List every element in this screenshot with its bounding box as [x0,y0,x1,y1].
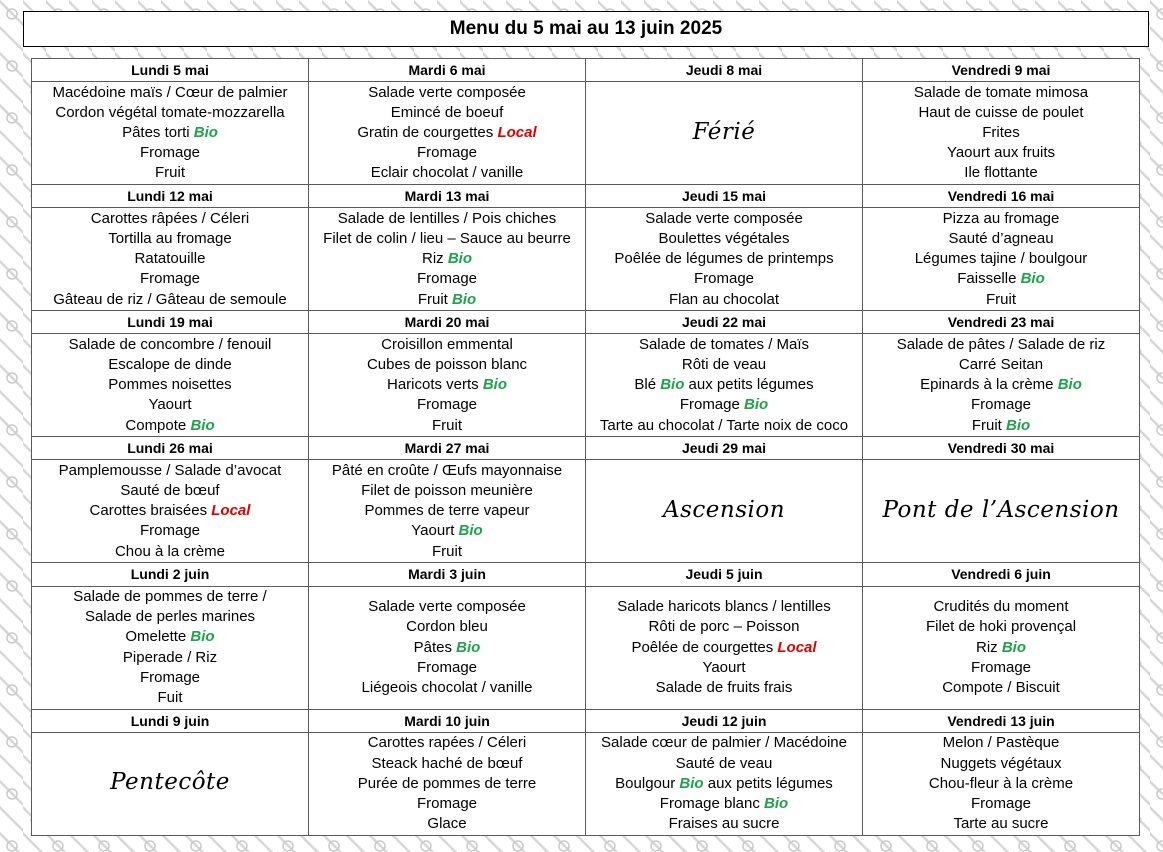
menu-item [863,163,1139,183]
menu-item [586,269,862,289]
day-label: Mardi 27 mai [309,437,586,460]
menu-item-text: Tortilla au fromage [108,229,232,247]
menu-item-text: Pamplemousse / Salade d’avocat [58,461,282,479]
menu-item [32,607,308,627]
menu-item-text: Carottes rapées / Céleri [367,734,527,752]
menu-item-text: Fromage [416,396,478,414]
menu-item-text: Fromage [693,270,755,288]
menu-item [32,627,308,647]
menu-item-text: Fromage [416,270,478,288]
week-header-row [32,563,1140,586]
menu-item [586,416,862,436]
menu-item-text: Compote [125,416,191,434]
day-label: Jeudi 15 mai [586,185,863,208]
day-label: Lundi 12 mai [32,185,309,208]
menu-item-text: Fraises au sucre [668,815,780,833]
day-label: Lundi 2 juin [32,563,309,586]
menu-item [863,395,1139,415]
menu-item [863,794,1139,814]
day-menu-cell [863,334,1140,437]
menu-item-text: Ile flottante [964,164,1038,182]
holiday-cell [32,732,309,835]
menu-item [32,587,308,607]
bio-badge: Bio [1057,376,1082,394]
holiday-label: Pont de l’Ascension [882,496,1120,523]
menu-item [586,774,862,794]
menu-item [32,501,308,521]
menu-item [32,481,308,501]
menu-item-text: Croisillon emmental [381,335,513,353]
menu-item-text: Fromage [970,795,1032,813]
menu-item [586,395,862,415]
local-badge: Local [777,638,817,656]
menu-item [32,416,308,436]
menu-item [32,229,308,249]
week-header-row [32,185,1140,208]
bio-badge: Bio [456,638,481,656]
bio-badge: Bio [190,416,215,434]
holiday-label: Férié [692,118,756,145]
menu-item [309,733,585,753]
week-header-row [32,437,1140,460]
day-menu-cell [309,732,586,835]
menu-item [32,269,308,289]
menu-item [32,648,308,668]
menu-item-text: Blé [634,376,661,394]
menu-item-text: Eclair chocolat / vanille [370,164,524,182]
day-label: Vendredi 23 mai [863,311,1140,334]
menu-item-text: Fruit [971,416,1006,434]
holiday-label: Pentecôte [110,769,230,796]
menu-item-text: Rôti de porc – Poisson [648,618,800,636]
menu-item [586,733,862,753]
day-label: Vendredi 6 juin [863,563,1140,586]
menu-item-text: Fromage [139,270,201,288]
menu-item [586,375,862,395]
day-label: Vendredi 13 juin [863,709,1140,732]
menu-item [309,542,585,562]
day-label: Lundi 19 mai [32,311,309,334]
menu-item-text: Pommes de terre vapeur [364,502,530,520]
menu-item-text: Fruit [432,542,462,560]
day-label: Vendredi 9 mai [863,59,1140,82]
menu-item [309,678,585,698]
day-label: Mardi 10 juin [309,709,586,732]
menu-item-text: Gâteau de riz / Gâteau de semoule [53,290,287,308]
menu-item-text: Fromage [970,396,1032,414]
day-label: Lundi 26 mai [32,437,309,460]
menu-item [586,209,862,229]
menu-item [309,416,585,436]
menu-item [586,249,862,269]
holiday-cell [586,82,863,185]
menu-item [863,355,1139,375]
day-menu-cell [586,586,863,709]
menu-item-text: Salade cœur de palmier / Macédoine [601,734,847,752]
menu-item-text: Cubes de poisson blanc [366,355,528,373]
menu-item [586,355,862,375]
menu-item [32,375,308,395]
menu-item-text: Salade verte composée [645,209,803,227]
menu-item [32,290,308,310]
menu-item [309,754,585,774]
menu-item-text: Pâtes torti [122,124,194,142]
bio-badge: Bio [744,396,769,414]
menu-item [863,814,1139,834]
bio-badge: Bio [1001,638,1026,656]
menu-item [32,335,308,355]
menu-item-text: Flan au chocolat [668,290,780,308]
menu-item-text: Salade de tomates / Maïs [638,335,810,353]
page-title: Menu du 5 mai au 13 juin 2025 [23,11,1149,47]
menu-item [309,814,585,834]
menu-item-text: Tarte au sucre [953,815,1049,833]
menu-item-text: Poêlée de légumes de printemps [614,250,834,268]
week-menu-row [32,732,1140,835]
menu-item [863,638,1139,658]
menu-item-text: Salade de lentilles / Pois chiches [337,209,557,227]
menu-item-text: Riz [421,250,448,268]
menu-item-text: Haut de cuisse de poulet [918,103,1084,121]
menu-item [32,123,308,143]
menu-item [863,83,1139,103]
menu-item-text: Carottes braisées [89,502,212,520]
menu-item [586,658,862,678]
menu-item-text: Salade de tomate mimosa [913,83,1089,101]
menu-item [309,229,585,249]
menu-item-text: Melon / Pastèque [942,734,1060,752]
menu-item [309,638,585,658]
menu-item-text: Fromage [139,522,201,540]
menu-item [309,209,585,229]
day-label: Lundi 9 juin [32,709,309,732]
day-label: Jeudi 12 juin [586,709,863,732]
menu-item-text: Carré Seitan [958,355,1044,373]
menu-item [32,395,308,415]
menu-item [309,461,585,481]
menu-item [309,163,585,183]
day-menu-cell [863,208,1140,311]
local-badge: Local [497,124,537,142]
day-menu-cell [863,586,1140,709]
menu-item-text: Faisselle [957,270,1021,288]
menu-item-text: Pâté en croûte / Œufs mayonnaise [331,461,563,479]
menu-item-text: Filet de colin / lieu – Sauce au beurre [323,229,571,247]
menu-item [32,249,308,269]
menu-item [586,794,862,814]
menu-item [863,733,1139,753]
menu-item-text: Fruit [417,290,452,308]
menu-item-text: aux petits légumes [684,376,814,394]
bio-badge: Bio [679,774,704,792]
menu-item-text: Poêlée de courgettes [631,638,778,656]
menu-item [586,617,862,637]
menu-item-text: Fromage [970,658,1032,676]
menu-item-text: Sauté de bœuf [120,482,220,500]
menu-item [32,163,308,183]
day-menu-cell [32,82,309,185]
menu-item [309,249,585,269]
menu-item-text: Fruit [986,290,1016,308]
menu-item [32,143,308,163]
menu-item-text: Fromage blanc [659,795,765,813]
week-header-row [32,311,1140,334]
menu-item [863,416,1139,436]
menu-item [309,794,585,814]
menu-item-text: Ratatouille [134,250,206,268]
menu-item [309,123,585,143]
menu-item-text: Salade de pâtes / Salade de riz [896,335,1106,353]
week-menu-row [32,586,1140,709]
bio-badge: Bio [1020,270,1045,288]
bio-badge: Bio [193,124,218,142]
menu-item-text: Salade haricots blancs / lentilles [617,598,831,616]
menu-item-text: Yaourt [411,522,459,540]
menu-item [863,375,1139,395]
menu-item-text: Fruit [155,164,185,182]
week-header-row [32,59,1140,82]
menu-item-text: Salade de pommes de terre / [73,588,267,606]
week-menu-row [32,460,1140,563]
menu-item-text: Epinards à la crème [920,376,1058,394]
menu-item [863,269,1139,289]
menu-item [309,658,585,678]
day-menu-cell [309,586,586,709]
menu-item [309,617,585,637]
menu-item-text: Boulgour [615,774,680,792]
menu-item [863,249,1139,269]
menu-item [32,668,308,688]
menu-item [309,103,585,123]
menu-item-text: Fromage [139,144,201,162]
menu-item-text: Piperade / Riz [122,648,218,666]
menu-item-text: Cordon bleu [406,618,488,636]
menu-item-text: Riz [975,638,1002,656]
day-menu-cell [586,732,863,835]
menu-item-text: Pommes noisettes [108,376,232,394]
day-label: Mardi 6 mai [309,59,586,82]
menu-item-text: Macédoine maïs / Cœur de palmier [52,83,288,101]
menu-item-text: Fuit [157,689,183,707]
menu-item [309,521,585,541]
menu-item-text: Légumes tajine / boulgour [914,250,1088,268]
menu-item-text: Fruit [432,416,462,434]
menu-item-text: Salade de perles marines [84,608,256,626]
day-menu-cell [32,586,309,709]
menu-item-text: Fromage [416,795,478,813]
bio-badge: Bio [458,522,483,540]
day-label: Jeudi 29 mai [586,437,863,460]
menu-item [586,814,862,834]
menu-item-text: Nuggets végétaux [940,754,1062,772]
day-menu-cell [309,334,586,437]
menu-item [309,501,585,521]
menu-item [863,774,1139,794]
menu-item-text: Salade de fruits frais [655,678,793,696]
menu-item [863,103,1139,123]
menu-item-text: Haricots verts [386,376,483,394]
menu-item [32,103,308,123]
menu-item [309,335,585,355]
day-menu-cell [309,460,586,563]
day-menu-cell [309,82,586,185]
holiday-label: Ascension [662,496,786,523]
menu-item [863,754,1139,774]
day-menu-cell [32,460,309,563]
bio-badge: Bio [482,376,508,394]
menu-item [863,678,1139,698]
menu-item [309,375,585,395]
menu-item-text: Emincé de boeuf [390,103,504,121]
menu-item-text: Purée de pommes de terre [357,774,537,792]
menu-item [863,617,1139,637]
bio-badge: Bio [190,628,215,646]
day-label: Jeudi 5 juin [586,563,863,586]
day-label: Jeudi 22 mai [586,311,863,334]
menu-item [586,597,862,617]
menu-item [586,754,862,774]
menu-item [863,290,1139,310]
menu-item [586,290,862,310]
menu-item [32,83,308,103]
menu-item [863,209,1139,229]
menu-item [863,335,1139,355]
menu-item-text: Fromage [139,668,201,686]
menu-item-text: Salade de concombre / fenouil [68,335,272,353]
menu-item-text: Sauté de veau [675,754,773,772]
menu-item [32,355,308,375]
menu-item [309,481,585,501]
menu-item [32,688,308,708]
menu-item [309,774,585,794]
menu-table [31,58,1140,836]
menu-item-text: Rôti de veau [681,355,767,373]
day-label: Vendredi 30 mai [863,437,1140,460]
menu-item-text: Filet de poisson meunière [361,482,533,500]
day-menu-cell [586,208,863,311]
menu-item-text: Salade verte composée [368,598,526,616]
local-badge: Local [211,502,251,520]
day-menu-cell [586,334,863,437]
bio-badge: Bio [1006,416,1031,434]
holiday-cell [586,460,863,563]
day-menu-cell [32,334,309,437]
menu-item [863,597,1139,617]
menu-item [309,290,585,310]
menu-item [863,143,1139,163]
menu-item [32,461,308,481]
menu-item [586,678,862,698]
menu-item-text: Chou-fleur à la crème [928,774,1074,792]
week-menu-row [32,82,1140,185]
menu-item-text: Cordon végétal tomate-mozzarella [55,103,285,121]
menu-item-text: Escalope de dinde [108,355,232,373]
menu-item-text: Boulettes végétales [658,229,790,247]
menu-item-text: Pâtes [413,638,457,656]
menu-item [309,83,585,103]
menu-item [863,658,1139,678]
menu-item-text: Yaourt aux fruits [946,144,1056,162]
menu-item-text: Omelette [125,628,191,646]
menu-item-text: Carottes râpées / Céleri [90,209,250,227]
menu-item-text: Gratin de courgettes [357,124,498,142]
week-menu-row [32,208,1140,311]
day-label: Mardi 20 mai [309,311,586,334]
menu-item-text: Fromage [679,396,745,414]
menu-item-text: Glace [427,815,467,833]
day-label: Lundi 5 mai [32,59,309,82]
day-label: Vendredi 16 mai [863,185,1140,208]
day-menu-cell [863,732,1140,835]
bio-badge: Bio [660,376,685,394]
menu-item-text: Crudités du moment [933,598,1069,616]
menu-item-text: Sauté d’agneau [948,229,1054,247]
menu-item [309,355,585,375]
day-label: Jeudi 8 mai [586,59,863,82]
day-menu-cell [309,208,586,311]
menu-item-text: Yaourt [702,658,746,676]
menu-item [863,229,1139,249]
menu-item-text: Chou à la crème [114,542,226,560]
menu-item [32,542,308,562]
menu-item-text: Pizza au fromage [942,209,1060,227]
menu-item-text: Salade verte composée [368,83,526,101]
menu-item [309,597,585,617]
menu-item [309,269,585,289]
week-menu-row [32,334,1140,437]
menu-item [309,143,585,163]
day-menu-cell [863,82,1140,185]
day-menu-cell [32,208,309,311]
week-header-row [32,709,1140,732]
menu-item-text: Frites [982,124,1020,142]
day-label: Mardi 13 mai [309,185,586,208]
menu-item [863,123,1139,143]
holiday-cell [863,460,1140,563]
menu-item-text: Steack haché de bœuf [371,754,523,772]
menu-item-text: aux petits légumes [703,774,833,792]
menu-item-text: Yaourt [148,396,192,414]
menu-item-text: Liégeois chocolat / vanille [361,678,533,696]
menu-item-text: Filet de hoki provençal [925,618,1077,636]
menu-item [32,521,308,541]
menu-item [586,638,862,658]
day-label: Mardi 3 juin [309,563,586,586]
menu-item [309,395,585,415]
menu-item-text: Compote / Biscuit [942,678,1060,696]
bio-badge: Bio [447,250,472,268]
menu-item [586,335,862,355]
bio-badge: Bio [764,795,789,813]
menu-item-text: Fromage [416,658,478,676]
menu-item [32,209,308,229]
bio-badge: Bio [452,290,477,308]
menu-item [586,229,862,249]
menu-item-text: Fromage [416,144,478,162]
menu-item-text: Tarte au chocolat / Tarte noix de coco [599,416,849,434]
